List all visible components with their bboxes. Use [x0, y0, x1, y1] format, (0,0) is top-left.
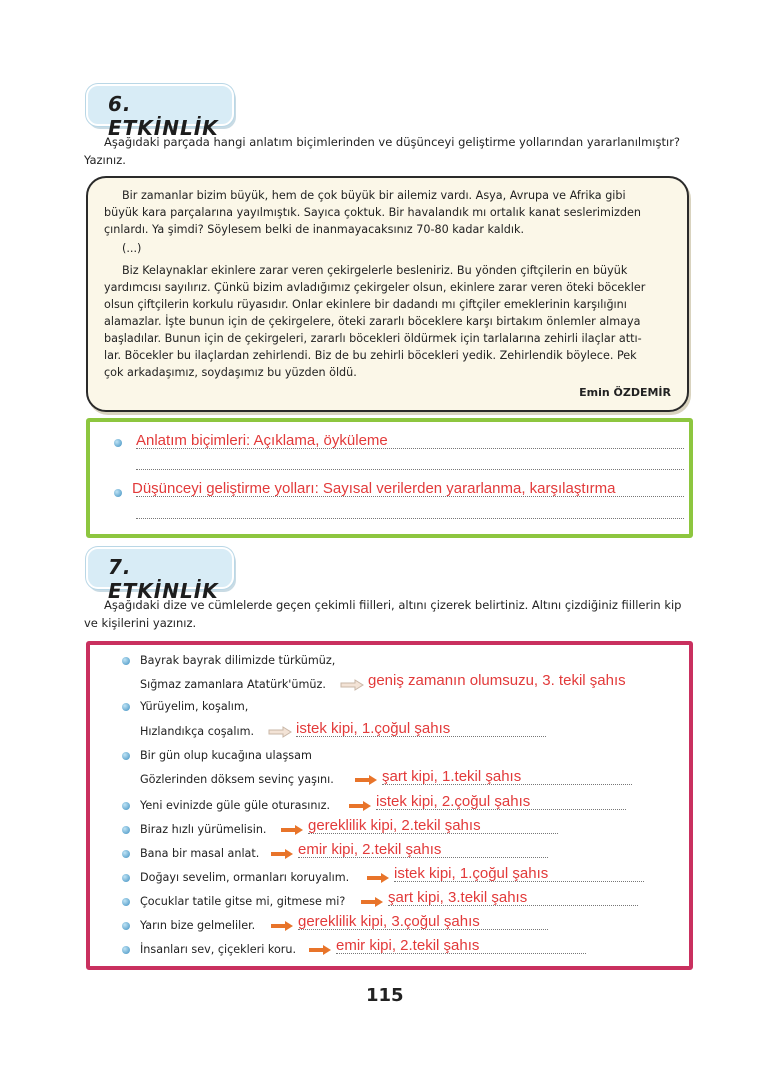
answer-text[interactable]: Anlatım biçimleri: Açıklama, öyküleme [136, 432, 388, 449]
verse-line: Yeni evinizde güle güle oturasınız. [140, 799, 331, 812]
story-line: alamazlar. İşte bunun için de çekirgelere, öteki zararlı böceklere karşı birtakım önlemler almaya [104, 315, 641, 328]
activity-6-title: 6. ETKİNLİK [108, 92, 219, 140]
arrow-icon [268, 726, 292, 738]
answer-line [394, 881, 644, 882]
verse-line: Yürüyelim, koşalım, [140, 700, 249, 713]
answer-line [376, 809, 626, 810]
arrow-icon [308, 944, 332, 956]
answer-line [336, 953, 586, 954]
story-line: lar. Böcekler bu ilaçlardan zehirlendi. Biz de bu zehirli böcekleri yedik. Zehirlendik böylece. Pek [104, 349, 637, 362]
activity-6-instruction-line-1: Aşağıdaki parçada hangi anlatım biçimlerinden ve düşünceyi geliştirme yollarından yararlanılmıştır? [104, 135, 681, 149]
activity-6-instruction-line-2: Yazınız. [84, 153, 126, 167]
bullet-icon [122, 898, 130, 906]
activity-7-title: 7. ETKİNLİK [108, 555, 219, 603]
bullet-icon [122, 874, 130, 882]
answer-line [136, 469, 684, 470]
verse-line: Bir gün olup kucağına ulaşsam [140, 749, 312, 762]
story-line: Bir zamanlar bizim büyük, hem de çok büyük bir ailemiz vardı. Asya, Avrupa ve Afrika gibi [122, 189, 626, 202]
activity-7-instruction [86, 596, 690, 632]
bullet-icon [122, 922, 130, 930]
verse-line: Yarın bize gelmeliler. [140, 919, 256, 932]
bullet-icon [122, 826, 130, 834]
bullet-icon [114, 439, 122, 447]
verse-line: Sığmaz zamanlara Atatürk'ümüz. [140, 678, 326, 691]
verse-line: İnsanları sev, çiçekleri koru. [140, 943, 297, 956]
answer-text[interactable]: şart kipi, 1.tekil şahıs [382, 768, 522, 785]
arrow-icon [348, 800, 372, 812]
verse-line: Bayrak bayrak dilimizde türkümüz, [140, 654, 336, 667]
activity-6-instruction [86, 133, 690, 169]
answer-text[interactable]: emir kipi, 2.tekil şahıs [298, 841, 442, 858]
story-author: Emin ÖZDEMİR [579, 386, 671, 399]
answer-text[interactable]: geniş zamanın olumsuzu, 3. tekil şahıs [368, 672, 626, 689]
verse-line: Bana bir masal anlat. [140, 847, 260, 860]
arrow-icon [280, 824, 304, 836]
answer-line [136, 448, 684, 449]
answer-line [296, 736, 546, 737]
bullet-icon [122, 703, 130, 711]
answer-text[interactable]: Düşünceyi geliştirme yolları: Sayısal verilerden yararlanma, karşılaştırma [132, 480, 616, 497]
story-line: çok arkadaşımız, soydaşımız bu yüzden öldü. [104, 366, 357, 379]
story-line: (...) [122, 242, 142, 255]
answer-text[interactable]: istek kipi, 1.çoğul şahıs [296, 720, 451, 737]
answer-line [298, 929, 548, 930]
answer-text[interactable]: istek kipi, 2.çoğul şahıs [376, 793, 531, 810]
bullet-icon [122, 850, 130, 858]
activity-6-answer-box [86, 418, 693, 538]
answer-line [136, 496, 684, 497]
verse-line: Gözlerinden döksem sevinç yaşını. [140, 773, 334, 786]
page-number: 115 [366, 985, 404, 1006]
arrow-icon [270, 848, 294, 860]
bullet-icon [114, 489, 122, 497]
story-line: çınlardı. Ya şimdi? Söylesem belki de inanmayacaksınız 70-80 kadar kaldık. [104, 223, 525, 236]
arrow-icon [360, 896, 384, 908]
story-box [86, 176, 689, 412]
verse-line: Çocuklar tatile gitse mi, gitmese mi? [140, 895, 346, 908]
activity-6-banner [86, 84, 234, 140]
story-line: yardımcısı sayılırız. Çünkü bizim avladığımız çekirgeler olsun, ekinlere zarar veren öteki böcekler [104, 281, 646, 294]
answer-text[interactable]: istek kipi, 1.çoğul şahıs [394, 865, 549, 882]
arrow-icon [366, 872, 390, 884]
activity-7-instruction-line-1: Aşağıdaki dize ve cümlelerde geçen çekimli fiilleri, altını çizerek belirtiniz. Altını çizdiğiniz fiillerin kip [104, 598, 682, 612]
story-line: başladılar. Bunun için de çekirgeleri, zararlı böcekleri öldürmek için tarlalarına zehirli ilaçlar attı- [104, 332, 642, 345]
verse-line: Hızlandıkça coşalım. [140, 725, 255, 738]
verse-line: Biraz hızlı yürümelisin. [140, 823, 267, 836]
activity-7-banner [86, 547, 234, 603]
arrow-icon [340, 679, 364, 691]
answer-text[interactable]: gereklilik kipi, 2.tekil şahıs [308, 817, 481, 834]
bullet-icon [122, 946, 130, 954]
story-line: Biz Kelaynaklar ekinlere zarar veren çekirgelerle besleniriz. Bu yönden çiftçilerin en büyük [122, 264, 628, 277]
answer-text[interactable]: gereklilik kipi, 3.çoğul şahıs [298, 913, 480, 930]
arrow-icon [354, 774, 378, 786]
bullet-icon [122, 802, 130, 810]
story-line: olsun çiftçilerin korkulu rüyasıdır. Onlar ekinlere bir dadandı mı çiftçiler emeklerinin karşılığını [104, 298, 627, 311]
bullet-icon [122, 752, 130, 760]
answer-line [308, 833, 558, 834]
story-line: büyük kara parçalarına yayılmıştık. Sayıca çoktuk. Bir havalandık mı ortalık kanat seslerimizden [104, 206, 641, 219]
answer-text[interactable]: emir kipi, 2.tekil şahıs [336, 937, 480, 954]
answer-line [382, 784, 632, 785]
answer-line [388, 905, 638, 906]
bullet-icon [122, 657, 130, 665]
answer-line [298, 857, 548, 858]
answer-text[interactable]: şart kipi, 3.tekil şahıs [388, 889, 528, 906]
activity-7-instruction-line-2: ve kişilerini yazınız. [84, 616, 197, 630]
arrow-icon [270, 920, 294, 932]
answer-line [136, 518, 684, 519]
verse-line: Doğayı sevelim, ormanları koruyalım. [140, 871, 350, 884]
activity-7-answer-box [86, 641, 693, 970]
